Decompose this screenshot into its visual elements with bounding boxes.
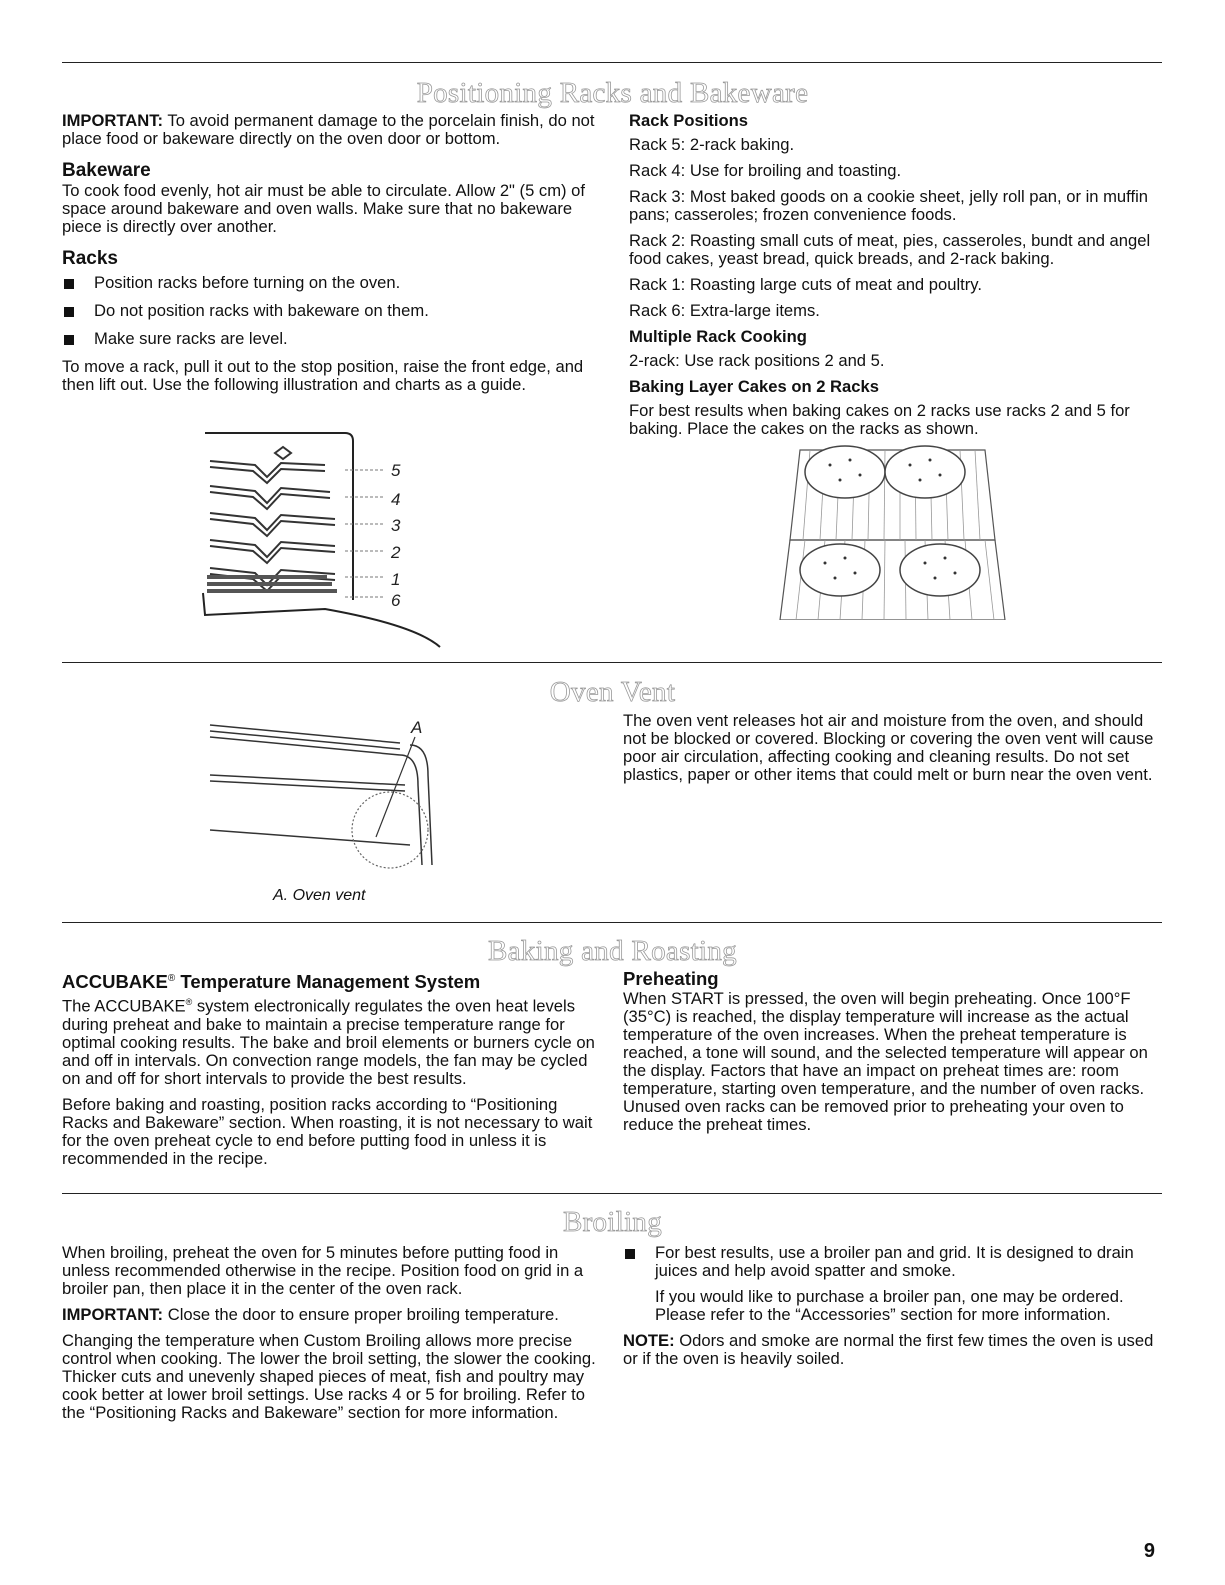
broiling-left-column: [62, 1244, 597, 1430]
top-rule: [62, 62, 1162, 63]
important-note: [62, 112, 597, 148]
rack-label-6: 6: [391, 591, 401, 610]
oven-vent-diagram: [200, 715, 460, 875]
rack-position-item: Rack 5: 2-rack baking.: [629, 135, 795, 154]
rack-label-5: 5: [391, 461, 401, 480]
note-text: Odors and smoke are normal the first few times the oven is used or if the oven is heavily soiled.: [623, 1331, 1154, 1368]
accubake-heading: [62, 970, 597, 991]
accubake-heading-brand: ACCUBAKE: [62, 971, 168, 993]
rack-label-4: 4: [391, 490, 401, 509]
accubake-text-2: Before baking and roasting, position racks according to “Positioning Racks and Bakeware” section. When roasting, it is not necessary to wait for the oven preheat cycle to end before putting food in unless it is recommended in the recipe.: [62, 1094, 593, 1168]
preheating-column: [623, 970, 1158, 1142]
rack-positions-heading: Rack Positions: [629, 111, 748, 130]
section-title-racks: Positioning Racks and Bakeware: [416, 77, 809, 109]
broiling-note: [623, 1332, 1158, 1368]
racks-heading: Racks: [62, 248, 118, 269]
broiling-text-1: When broiling, preheat the oven for 5 minutes before putting food in unless recommended otherwise in the recipe. Position food on grid in a broiler pan, then place it in the center of the oven rack.: [62, 1243, 584, 1298]
important-label: IMPORTANT:: [62, 111, 164, 130]
rack-position-item: Rack 2: Roasting small cuts of meat, pies, casseroles, bundt and angel food cakes, yeast bread, quick breads, and 2-rack baking.: [629, 231, 1151, 268]
important-text: To avoid permanent damage to the porcelain finish, do not place food or bakeware directly on the oven door or bottom.: [62, 111, 595, 148]
vent-text-column: [623, 712, 1158, 792]
multiple-rack-heading: Multiple Rack Cooking: [629, 327, 807, 346]
move-rack-text: To move a rack, pull it out to the stop position, raise the front edge, and then lift out. Use the following illustration and charts as a guide.: [62, 357, 584, 394]
rack-position-item: Rack 4: Use for broiling and toasting.: [629, 161, 902, 180]
bakeware-text: To cook food evenly, hot air must be able to circulate. Allow 2" (5 cm) of space around bakeware and oven walls. Make sure that no bakeware piece is directly over another.: [62, 181, 586, 236]
rack-position-item: Rack 1: Roasting large cuts of meat and poultry.: [629, 275, 982, 294]
accubake-text-1b: system electronically regulates the oven heat levels during preheat and bake to maintain a precise temperature range for optimal cooking results. The bake and broil elements or burners cycle on and off in intervals. On convection range models, the fan may be cycled on and off for short intervals to provide the best results.: [62, 996, 595, 1088]
bullet-icon: [64, 279, 74, 289]
rack-position-item: Rack 6: Extra-large items.: [629, 301, 820, 320]
preheating-heading: Preheating: [623, 968, 719, 989]
list-item: [62, 330, 597, 348]
broiling-bullet-sub: If you would like to purchase a broiler pan, one may be ordered. Please refer to the “Accessories” section for more information.: [655, 1287, 1124, 1324]
preheating-text: When START is pressed, the oven will begin preheating. Once 100°F (35°C) is reached, the display temperature will increase as the actual temperature of the oven increases. When the preheat temperature is reached, a tone will sound, and the selected temperature will appear on the display. Factors that have an impact on preheat times are: room temperature, starting oven temperature, and the number of oven racks. Unused oven racks can be removed prior to preheating your oven to reduce the preheat times.: [623, 989, 1148, 1134]
broiling-right-column: [623, 1244, 1158, 1376]
vent-text: The oven vent releases hot air and moisture from the oven, and should not be blocked or covered. Blocking or covering the oven vent will cause poor air circulation, affecting cooking and cleaning results. Do not set plastics, paper or other items that could melt or burn near the oven vent.: [623, 711, 1154, 784]
section-title-broiling: Broiling: [562, 1206, 663, 1238]
broiling-important: [62, 1306, 597, 1324]
broiling-bullet-text: For best results, use a broiler pan and grid. It is designed to drain juices and help avoid spatter and smoke.: [655, 1243, 1134, 1280]
bullet-text: Position racks before turning on the oven.: [94, 273, 401, 292]
vent-caption: A. Oven vent: [273, 887, 366, 904]
bullet-text: Do not position racks with bakeware on them.: [94, 301, 429, 320]
broiling-important-label: IMPORTANT:: [62, 1305, 164, 1324]
accubake-column: [62, 970, 597, 1176]
page-number: 9: [1143, 1540, 1155, 1562]
bakeware-heading: Bakeware: [62, 160, 151, 181]
section-title-baking: Baking and Roasting: [488, 935, 737, 967]
list-item: [623, 1244, 1158, 1280]
rack-positions-diagram: [195, 425, 475, 655]
racks-left-column: [62, 112, 597, 402]
broiling-rule: [62, 1193, 1162, 1194]
bullet-icon: [625, 1249, 635, 1259]
list-item: [62, 302, 597, 320]
rack-position-item: Rack 3: Most baked goods on a cookie sheet, jelly roll pan, or in muffin pans; casseroles; frozen convenience foods.: [629, 187, 1148, 224]
registered-mark: ®: [185, 997, 193, 1008]
baking-rule: [62, 922, 1162, 923]
rack-label-2: 2: [391, 543, 401, 562]
accubake-heading-rest: Temperature Management System: [175, 971, 481, 993]
vent-label-a: A: [411, 718, 423, 737]
vent-rule: [62, 662, 1162, 663]
bullet-icon: [64, 335, 74, 345]
registered-mark: ®: [167, 973, 176, 984]
section-title-vent: Oven Vent: [549, 676, 676, 708]
bullet-icon: [64, 307, 74, 317]
rack-label-1: 1: [391, 570, 401, 589]
racks-right-column: [629, 112, 1169, 446]
multiple-rack-text: 2-rack: Use rack positions 2 and 5.: [629, 351, 885, 370]
broiling-important-text: Close the door to ensure proper broiling temperature.: [163, 1305, 559, 1324]
accubake-text-1: [62, 993, 597, 1088]
accubake-text-1a: The ACCUBAKE: [62, 996, 186, 1016]
list-item: [62, 274, 597, 292]
rack-label-3: 3: [391, 516, 401, 535]
note-label: NOTE:: [623, 1331, 675, 1350]
bullet-text: Make sure racks are level.: [94, 329, 288, 348]
broiling-text-3: Changing the temperature when Custom Broiling allows more precise control when cooking. The lower the broil setting, the slower the cooking. Thicker cuts and unevenly shaped pieces of meat, fish and poultry may cook better at lower broil settings. Use racks 4 or 5 for broiling. Refer to the “Positioning Racks and Bakeware” section for more information.: [62, 1331, 596, 1422]
layer-cakes-heading: Baking Layer Cakes on 2 Racks: [629, 377, 879, 396]
layer-cakes-illustration: [770, 440, 1015, 620]
layer-cakes-text: For best results when baking cakes on 2 racks use racks 2 and 5 for baking. Place the cakes on the racks as shown.: [629, 401, 1130, 438]
